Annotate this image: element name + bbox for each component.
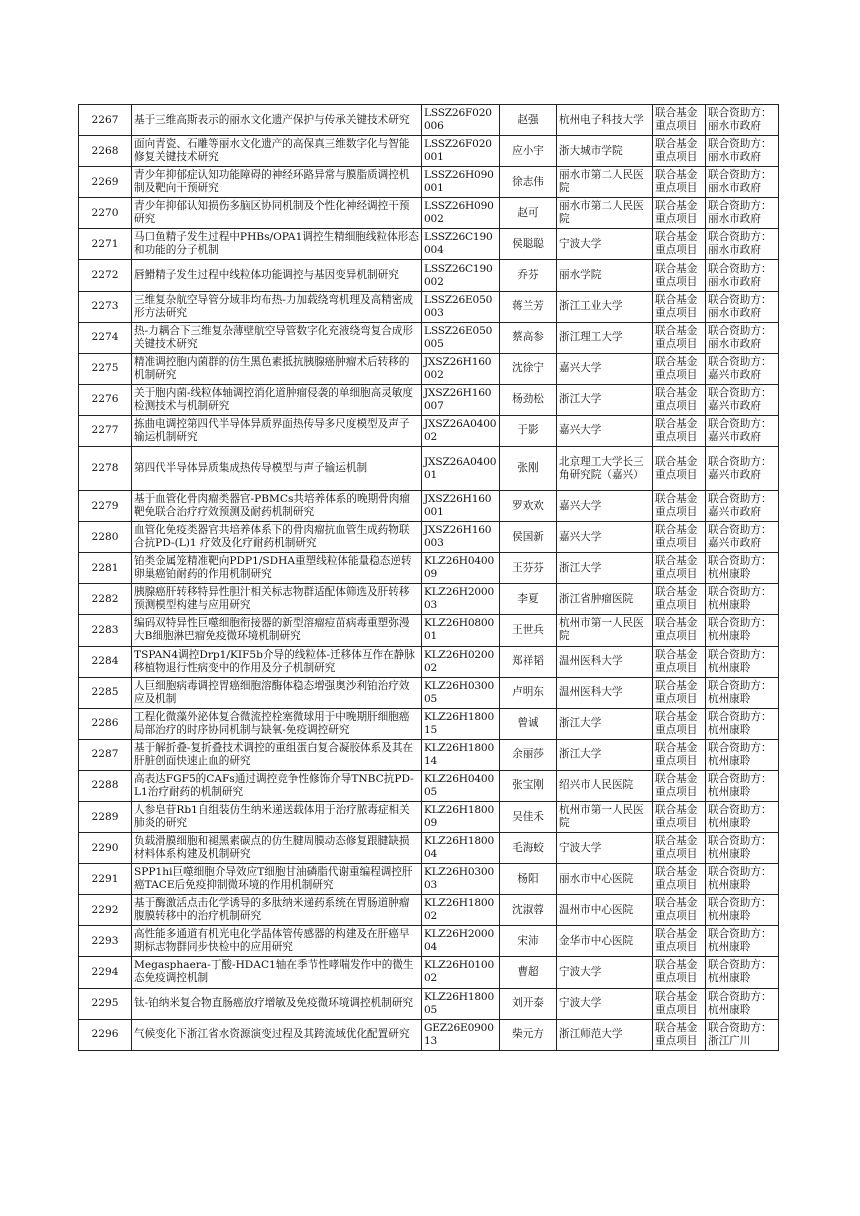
cell-type: 联合基金重点项目 bbox=[653, 584, 706, 615]
cell-name: 乔芬 bbox=[500, 260, 557, 291]
cell-code: LSSZ26F020006 bbox=[422, 105, 500, 136]
cell-organization: 杭州市第一人民医院 bbox=[557, 615, 653, 646]
cell-funder: 联合资助方：嘉兴市政府 bbox=[706, 491, 779, 522]
cell-type: 联合基金重点项目 bbox=[653, 229, 706, 260]
cell-organization: 温州医科大学 bbox=[557, 677, 653, 708]
cell-funder: 联合资助方：杭州康聆 bbox=[706, 739, 779, 770]
cell-code: KLZ26H180009 bbox=[422, 801, 500, 832]
cell-name: 于影 bbox=[500, 415, 557, 446]
cell-name: 沈徐宁 bbox=[500, 353, 557, 384]
table-row bbox=[79, 926, 779, 957]
cell-organization: 浙江大学 bbox=[557, 553, 653, 584]
table-row bbox=[79, 739, 779, 770]
cell-title: 高表达FGF5的CAFs通过调控竞争性修饰介导TNBC抗PD-L1治疗耐药的机制研究 bbox=[132, 770, 422, 801]
cell-title: 编码双特异性巨噬细胞衔接器的新型溶瘤痘苗病毒重塑弥漫大B细胞淋巴瘤免疫微环境机制研究 bbox=[132, 615, 422, 646]
table-row bbox=[79, 229, 779, 260]
table-row bbox=[79, 447, 779, 491]
cell-name: 曹超 bbox=[500, 957, 557, 988]
table-row bbox=[79, 895, 779, 926]
cell-funder: 联合资助方：嘉兴市政府 bbox=[706, 353, 779, 384]
table-row bbox=[79, 988, 779, 1019]
cell-organization: 温州市中心医院 bbox=[557, 895, 653, 926]
cell-title: 关于胞内菌-线粒体轴调控消化道肿瘤侵袭的单细胞高灵敏度检测技术与机制研究 bbox=[132, 384, 422, 415]
cell-organization: 浙江工业大学 bbox=[557, 291, 653, 322]
cell-type: 联合基金重点项目 bbox=[653, 864, 706, 895]
cell-type: 联合基金重点项目 bbox=[653, 353, 706, 384]
cell-type: 联合基金重点项目 bbox=[653, 491, 706, 522]
cell-number: 2267 bbox=[79, 105, 132, 136]
cell-funder: 联合资助方：嘉兴市政府 bbox=[706, 415, 779, 446]
table-row bbox=[79, 833, 779, 864]
cell-name: 王芬芬 bbox=[500, 553, 557, 584]
table-row bbox=[79, 864, 779, 895]
cell-code: KLZ26H030003 bbox=[422, 864, 500, 895]
cell-funder: 联合资助方：杭州康聆 bbox=[706, 615, 779, 646]
cell-name: 毛海蛟 bbox=[500, 833, 557, 864]
cell-type: 联合基金重点项目 bbox=[653, 926, 706, 957]
cell-funder: 联合资助方：杭州康聆 bbox=[706, 864, 779, 895]
cell-organization: 宁波大学 bbox=[557, 988, 653, 1019]
cell-type: 联合基金重点项目 bbox=[653, 198, 706, 229]
cell-title: 人参皂苷Rb1自组装仿生纳米递送载体用于治疗脓毒症相关肺炎的研究 bbox=[132, 801, 422, 832]
cell-type: 联合基金重点项目 bbox=[653, 136, 706, 167]
cell-funder: 联合资助方：丽水市政府 bbox=[706, 322, 779, 353]
cell-title: 基于血管化骨肉瘤类器官-PBMCs共培养体系的晚期骨肉瘤靶免联合治疗疗效预测及耐药机制研究 bbox=[132, 491, 422, 522]
cell-organization: 温州医科大学 bbox=[557, 646, 653, 677]
cell-funder: 联合资助方：杭州康聆 bbox=[706, 646, 779, 677]
cell-code: JXSZ26H160002 bbox=[422, 353, 500, 384]
cell-title: 基于解折叠-复折叠技术调控的重组蛋白复合凝胶体系及其在肝脏创面快速止血的研究 bbox=[132, 739, 422, 770]
cell-organization: 丽水学院 bbox=[557, 260, 653, 291]
cell-number: 2268 bbox=[79, 136, 132, 167]
table-row bbox=[79, 291, 779, 322]
cell-number: 2286 bbox=[79, 708, 132, 739]
cell-number: 2285 bbox=[79, 677, 132, 708]
cell-title: 气候变化下浙江省水资源演变过程及其跨流域优化配置研究 bbox=[132, 1019, 422, 1050]
cell-number: 2284 bbox=[79, 646, 132, 677]
cell-funder: 联合资助方：杭州康聆 bbox=[706, 677, 779, 708]
cell-code: LSSZ26H090001 bbox=[422, 167, 500, 198]
cell-organization: 嘉兴大学 bbox=[557, 491, 653, 522]
cell-funder: 联合资助方：杭州康聆 bbox=[706, 770, 779, 801]
cell-code: KLZ26H180004 bbox=[422, 833, 500, 864]
cell-type: 联合基金重点项目 bbox=[653, 895, 706, 926]
table-row bbox=[79, 1019, 779, 1050]
cell-name: 余丽莎 bbox=[500, 739, 557, 770]
cell-funder: 联合资助方：杭州康聆 bbox=[706, 708, 779, 739]
cell-name: 刘开泰 bbox=[500, 988, 557, 1019]
cell-name: 蒋兰芳 bbox=[500, 291, 557, 322]
cell-organization: 嘉兴大学 bbox=[557, 353, 653, 384]
cell-organization: 浙江大学 bbox=[557, 384, 653, 415]
cell-type: 联合基金重点项目 bbox=[653, 260, 706, 291]
cell-number: 2293 bbox=[79, 926, 132, 957]
cell-name: 杨劲松 bbox=[500, 384, 557, 415]
cell-title: 马口鱼精子发生过程中PHBs/OPA1调控生精细胞线粒体形态和功能的分子机制 bbox=[132, 229, 422, 260]
cell-organization: 丽水市第二人民医院 bbox=[557, 167, 653, 198]
cell-title: 青少年抑郁症认知功能障碍的神经环路异常与膜脂质调控机制及靶向干预研究 bbox=[132, 167, 422, 198]
table-row bbox=[79, 646, 779, 677]
table-row bbox=[79, 136, 779, 167]
cell-funder: 联合资助方：丽水市政府 bbox=[706, 229, 779, 260]
cell-type: 联合基金重点项目 bbox=[653, 553, 706, 584]
project-table-body bbox=[79, 105, 779, 1051]
cell-title: TSPAN4调控Drp1/KIF5b介导的线粒体-迁移体互作在静脉移植物退行性病变中的作用及分子机制研究 bbox=[132, 646, 422, 677]
cell-type: 联合基金重点项目 bbox=[653, 522, 706, 553]
project-table bbox=[78, 104, 779, 1051]
cell-funder: 联合资助方：丽水市政府 bbox=[706, 198, 779, 229]
cell-code: KLZ26H180005 bbox=[422, 988, 500, 1019]
cell-title: 高性能多通道有机光电化学晶体管传感器的构建及在肝癌早期标志物群同步快检中的应用研究 bbox=[132, 926, 422, 957]
cell-title: 面向青瓷、石雕等丽水文化遗产的高保真三维数字化与智能修复关键技术研究 bbox=[132, 136, 422, 167]
cell-funder: 联合资助方：嘉兴市政府 bbox=[706, 447, 779, 491]
cell-number: 2275 bbox=[79, 353, 132, 384]
cell-name: 卢明东 bbox=[500, 677, 557, 708]
cell-funder: 联合资助方：杭州康聆 bbox=[706, 957, 779, 988]
cell-organization: 浙大城市学院 bbox=[557, 136, 653, 167]
cell-funder: 联合资助方：杭州康聆 bbox=[706, 584, 779, 615]
cell-number: 2271 bbox=[79, 229, 132, 260]
cell-type: 联合基金重点项目 bbox=[653, 384, 706, 415]
cell-type: 联合基金重点项目 bbox=[653, 322, 706, 353]
table-row bbox=[79, 415, 779, 446]
cell-code: LSSZ26C190004 bbox=[422, 229, 500, 260]
cell-number: 2280 bbox=[79, 522, 132, 553]
cell-type: 联合基金重点项目 bbox=[653, 801, 706, 832]
cell-code: KLZ26H040005 bbox=[422, 770, 500, 801]
cell-name: 宋沛 bbox=[500, 926, 557, 957]
cell-name: 赵强 bbox=[500, 105, 557, 136]
cell-code: JXSZ26H160007 bbox=[422, 384, 500, 415]
cell-title: 胰腺癌肝转移特异性胆汁相关标志物群适配体筛选及肝转移预测模型构建与应用研究 bbox=[132, 584, 422, 615]
cell-organization: 宁波大学 bbox=[557, 833, 653, 864]
cell-number: 2278 bbox=[79, 447, 132, 491]
cell-number: 2287 bbox=[79, 739, 132, 770]
cell-name: 应小宇 bbox=[500, 136, 557, 167]
table-row bbox=[79, 553, 779, 584]
table-row bbox=[79, 770, 779, 801]
cell-title: 基于酶激活点击化学诱导的多肽纳米递药系统在胃肠道肿瘤腹膜转移中的治疗机制研究 bbox=[132, 895, 422, 926]
cell-type: 联合基金重点项目 bbox=[653, 770, 706, 801]
cell-name: 张刚 bbox=[500, 447, 557, 491]
cell-number: 2282 bbox=[79, 584, 132, 615]
cell-organization: 宁波大学 bbox=[557, 229, 653, 260]
table-row bbox=[79, 353, 779, 384]
cell-funder: 联合资助方：丽水市政府 bbox=[706, 260, 779, 291]
table-row bbox=[79, 677, 779, 708]
cell-organization: 浙江理工大学 bbox=[557, 322, 653, 353]
cell-code: JXSZ26H160003 bbox=[422, 522, 500, 553]
cell-code: KLZ26H180014 bbox=[422, 739, 500, 770]
cell-type: 联合基金重点项目 bbox=[653, 957, 706, 988]
cell-organization: 嘉兴大学 bbox=[557, 415, 653, 446]
cell-title: 基于三维高斯表示的丽水文化遗产保护与传承关键技术研究 bbox=[132, 105, 422, 136]
cell-name: 侯国新 bbox=[500, 522, 557, 553]
cell-title: 人巨细胞病毒调控胃癌细胞溶酶体稳态增强奥沙利铂治疗效应及机制 bbox=[132, 677, 422, 708]
cell-code: LSSZ26E050003 bbox=[422, 291, 500, 322]
cell-number: 2276 bbox=[79, 384, 132, 415]
cell-name: 王世兵 bbox=[500, 615, 557, 646]
cell-type: 联合基金重点项目 bbox=[653, 708, 706, 739]
cell-number: 2288 bbox=[79, 770, 132, 801]
cell-title: 热-力耦合下三维复杂薄壁航空导管数字化充液绕弯复合成形关键技术研究 bbox=[132, 322, 422, 353]
cell-number: 2273 bbox=[79, 291, 132, 322]
cell-name: 蔡高参 bbox=[500, 322, 557, 353]
table-row bbox=[79, 384, 779, 415]
cell-organization: 杭州市第一人民医院 bbox=[557, 801, 653, 832]
table-row bbox=[79, 801, 779, 832]
cell-title: Megasphaera-丁酸-HDAC1轴在季节性哮喘发作中的微生态免疫调控机制 bbox=[132, 957, 422, 988]
cell-number: 2296 bbox=[79, 1019, 132, 1050]
cell-name: 侯聪聪 bbox=[500, 229, 557, 260]
cell-title: 三维复杂航空导管分域非均布热-力加载绕弯机理及高精密成形方法研究 bbox=[132, 291, 422, 322]
cell-type: 联合基金重点项目 bbox=[653, 677, 706, 708]
cell-type: 联合基金重点项目 bbox=[653, 447, 706, 491]
cell-funder: 联合资助方：杭州康聆 bbox=[706, 895, 779, 926]
cell-organization: 绍兴市人民医院 bbox=[557, 770, 653, 801]
cell-organization: 丽水市中心医院 bbox=[557, 864, 653, 895]
cell-number: 2290 bbox=[79, 833, 132, 864]
cell-number: 2292 bbox=[79, 895, 132, 926]
cell-title: 精准调控胞内菌群的仿生黑色素抵抗胰腺癌肿瘤术后转移的机制研究 bbox=[132, 353, 422, 384]
cell-title: 铂类金属笼精准靶向PDP1/SDHA重塑线粒体能量稳态逆转卵巢癌铂耐药的作用机制研究 bbox=[132, 553, 422, 584]
cell-code: JXSZ26A040001 bbox=[422, 447, 500, 491]
cell-title: 唇䱻精子发生过程中线粒体功能调控与基因变异机制研究 bbox=[132, 260, 422, 291]
cell-type: 联合基金重点项目 bbox=[653, 646, 706, 677]
cell-code: LSSZ26C190002 bbox=[422, 260, 500, 291]
table-row bbox=[79, 167, 779, 198]
cell-code: KLZ26H200003 bbox=[422, 584, 500, 615]
cell-funder: 联合资助方：杭州康聆 bbox=[706, 833, 779, 864]
cell-name: 张宝刚 bbox=[500, 770, 557, 801]
table-row bbox=[79, 615, 779, 646]
cell-code: LSSZ26H090002 bbox=[422, 198, 500, 229]
cell-title: SPP1hi巨噬细胞介导效应T细胞甘油磷脂代谢重编程调控肝癌TACE后免疫抑制微环境的作用机制研究 bbox=[132, 864, 422, 895]
table-row bbox=[79, 957, 779, 988]
cell-type: 联合基金重点项目 bbox=[653, 988, 706, 1019]
cell-organization: 杭州电子科技大学 bbox=[557, 105, 653, 136]
cell-name: 杨阳 bbox=[500, 864, 557, 895]
cell-code: KLZ26H030005 bbox=[422, 677, 500, 708]
cell-code: KLZ26H180015 bbox=[422, 708, 500, 739]
cell-code: JXSZ26H160001 bbox=[422, 491, 500, 522]
table-row bbox=[79, 522, 779, 553]
cell-number: 2295 bbox=[79, 988, 132, 1019]
cell-title: 拣曲电调控第四代半导体异质界面热传导多尺度模型及声子输运机制研究 bbox=[132, 415, 422, 446]
cell-code: GEZ26E090013 bbox=[422, 1019, 500, 1050]
cell-code: KLZ26H010002 bbox=[422, 957, 500, 988]
cell-type: 联合基金重点项目 bbox=[653, 167, 706, 198]
cell-number: 2294 bbox=[79, 957, 132, 988]
cell-type: 联合基金重点项目 bbox=[653, 415, 706, 446]
cell-code: LSSZ26F020001 bbox=[422, 136, 500, 167]
cell-number: 2277 bbox=[79, 415, 132, 446]
cell-type: 联合基金重点项目 bbox=[653, 105, 706, 136]
cell-name: 赵可 bbox=[500, 198, 557, 229]
cell-organization: 金华市中心医院 bbox=[557, 926, 653, 957]
table-row bbox=[79, 322, 779, 353]
cell-title: 钛-铂纳米复合物直肠癌放疗增敏及免疫微环境调控机制研究 bbox=[132, 988, 422, 1019]
cell-name: 郑祥韬 bbox=[500, 646, 557, 677]
cell-number: 2281 bbox=[79, 553, 132, 584]
cell-funder: 联合资助方：嘉兴市政府 bbox=[706, 384, 779, 415]
cell-organization: 浙江大学 bbox=[557, 708, 653, 739]
cell-type: 联合基金重点项目 bbox=[653, 615, 706, 646]
cell-code: KLZ26H020002 bbox=[422, 646, 500, 677]
cell-funder: 联合资助方：杭州康聆 bbox=[706, 801, 779, 832]
table-row bbox=[79, 105, 779, 136]
cell-funder: 联合资助方：杭州康聆 bbox=[706, 926, 779, 957]
cell-name: 罗欢欢 bbox=[500, 491, 557, 522]
cell-funder: 联合资助方：丽水市政府 bbox=[706, 291, 779, 322]
cell-number: 2283 bbox=[79, 615, 132, 646]
cell-funder: 联合资助方：杭州康聆 bbox=[706, 988, 779, 1019]
cell-funder: 联合资助方：丽水市政府 bbox=[706, 167, 779, 198]
cell-organization: 浙江师范大学 bbox=[557, 1019, 653, 1050]
cell-funder: 联合资助方：浙江广川 bbox=[706, 1019, 779, 1050]
cell-name: 吴佳禾 bbox=[500, 801, 557, 832]
cell-name: 李夏 bbox=[500, 584, 557, 615]
cell-code: KLZ26H040009 bbox=[422, 553, 500, 584]
cell-number: 2269 bbox=[79, 167, 132, 198]
cell-code: KLZ26H080001 bbox=[422, 615, 500, 646]
table-row bbox=[79, 260, 779, 291]
table-row bbox=[79, 491, 779, 522]
cell-funder: 联合资助方：杭州康聆 bbox=[706, 553, 779, 584]
cell-name: 徐志伟 bbox=[500, 167, 557, 198]
cell-title: 血管化免疫类器官共培养体系下的骨肉瘤抗血管生成药物联合抗PD-(L)1 疗效及化疗耐药机制研究 bbox=[132, 522, 422, 553]
cell-funder: 联合资助方：嘉兴市政府 bbox=[706, 522, 779, 553]
cell-organization: 嘉兴大学 bbox=[557, 522, 653, 553]
cell-type: 联合基金重点项目 bbox=[653, 833, 706, 864]
cell-name: 柴元方 bbox=[500, 1019, 557, 1050]
cell-funder: 联合资助方：丽水市政府 bbox=[706, 105, 779, 136]
cell-code: JXSZ26A040002 bbox=[422, 415, 500, 446]
cell-type: 联合基金重点项目 bbox=[653, 291, 706, 322]
table-row bbox=[79, 584, 779, 615]
cell-name: 沈淑蓉 bbox=[500, 895, 557, 926]
cell-code: LSSZ26E050005 bbox=[422, 322, 500, 353]
cell-number: 2270 bbox=[79, 198, 132, 229]
cell-name: 曾诚 bbox=[500, 708, 557, 739]
cell-number: 2289 bbox=[79, 801, 132, 832]
cell-title: 负载滑膜细胞和褪黑素碳点的仿生腱周膜动态修复跟腱缺损材料体系构建及机制研究 bbox=[132, 833, 422, 864]
cell-number: 2291 bbox=[79, 864, 132, 895]
cell-organization: 北京理工大学长三角研究院（嘉兴） bbox=[557, 447, 653, 491]
cell-code: KLZ26H180002 bbox=[422, 895, 500, 926]
cell-title: 工程化微藻外泌体复合微流控栓塞微球用于中晚期肝细胞癌局部治疗的时序协同机制与缺氧-免疫调控研究 bbox=[132, 708, 422, 739]
cell-title: 青少年抑郁认知损伤多脑区协同机制及个性化神经调控干预研究 bbox=[132, 198, 422, 229]
cell-organization: 浙江大学 bbox=[557, 739, 653, 770]
table-row bbox=[79, 708, 779, 739]
cell-number: 2279 bbox=[79, 491, 132, 522]
cell-number: 2274 bbox=[79, 322, 132, 353]
cell-organization: 丽水市第二人民医院 bbox=[557, 198, 653, 229]
cell-type: 联合基金重点项目 bbox=[653, 739, 706, 770]
table-row bbox=[79, 198, 779, 229]
cell-organization: 宁波大学 bbox=[557, 957, 653, 988]
cell-funder: 联合资助方：丽水市政府 bbox=[706, 136, 779, 167]
cell-organization: 浙江省肿瘤医院 bbox=[557, 584, 653, 615]
cell-type: 联合基金重点项目 bbox=[653, 1019, 706, 1050]
cell-number: 2272 bbox=[79, 260, 132, 291]
cell-title: 第四代半导体异质集成热传导模型与声子输运机制 bbox=[132, 447, 422, 491]
cell-code: KLZ26H200004 bbox=[422, 926, 500, 957]
